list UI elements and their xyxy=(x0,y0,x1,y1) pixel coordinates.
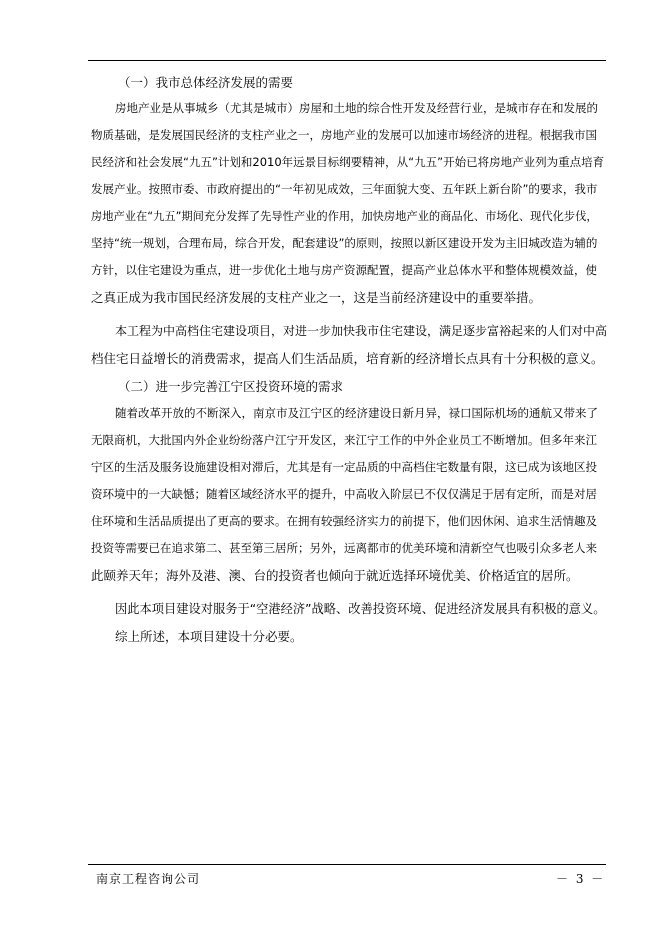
footer-rule xyxy=(88,864,606,865)
text-line: 综上所述，本项目建设十分必要。 xyxy=(115,629,303,644)
page-number: － 3 － xyxy=(556,872,606,886)
text-line: 发展产业。按照市委、市政府提出的“一年初见成效，三年面貌大变、五年跃上新台阶”的要求，我市 xyxy=(91,182,598,196)
paragraph-investment-environment xyxy=(91,400,607,589)
text-line: 投资等需要已在追求第二、甚至第三居所；另外，远离都市的优美环境和清新空气也吸引众多老人来 xyxy=(91,541,597,555)
paragraph-real-estate xyxy=(91,95,607,311)
text-line: 此颐养天年；海外及港、澳、台的投资者也倾向于就近选择环境优美、价格适宜的居所。 xyxy=(91,568,579,583)
text-line: 因此本项目建设对服务于“空港经济”战略、改善投资环境、促进经济发展具有积极的意义。 xyxy=(115,602,606,616)
paragraph-conclusion xyxy=(91,623,607,650)
section-heading-2: （二）进一步完善江宁区投资环境的需求 xyxy=(118,379,344,394)
header-rule xyxy=(88,60,606,61)
section-heading-1: （一）我市总体经济发展的需要 xyxy=(118,75,294,90)
text-line: 住环境和生活品质提出了更高的要求。在拥有较强经济实力的前提下，他们因休闲、追求生活情趣及 xyxy=(91,514,597,528)
text-line: 房地产业是从事城乡（尤其是城市）房屋和土地的综合性开发及经营行业，是城市存在和发展的 xyxy=(115,101,598,115)
text-line: 物质基础，是发展国民经济的支柱产业之一，房地产业的发展可以加速市场经济的进程。根据我市国 xyxy=(91,128,597,142)
text-line: 随着改革开放的不断深入，南京市及江宁区的经济建设日新月异，禄口国际机场的通航又带来了 xyxy=(115,406,598,420)
paragraph-airport-economy xyxy=(91,596,607,623)
text-line: 民经济和社会发展“九五”计划和2010年远景目标纲要精神，从“九五”开始已将房地产业列为重点培育 xyxy=(91,155,605,169)
text-line: 坚持“统一规划，合理布局，综合开发，配套建设”的原则，按照以新区建设开发为主旧城改造为辅的 xyxy=(91,236,598,250)
text-line: 本工程为中高档住宅建设项目，对进一步加快我市住宅建设，满足逐步富裕起来的人们对中高 xyxy=(115,324,608,338)
text-line: 宁区的生活及服务设施建设相对滞后，尤其是有一定品质的中高档住宅数量有限，这已成为该地区投 xyxy=(91,460,597,474)
footer-company: 南京工程咨询公司 xyxy=(96,872,201,886)
text-line: 之真正成为我市国民经济发展的支柱产业之一，这是当前经济建设中的重要举措。 xyxy=(91,290,542,305)
paragraph-project-significance xyxy=(91,318,607,372)
text-line: 无限商机，大批国内外企业纷纷落户江宁开发区，来江宁工作的中外企业员工不断增加。但多年来江 xyxy=(91,433,597,447)
text-line: 方针，以住宅建设为重点，进一步优化土地与房产资源配置，提高产业总体水平和整体规模效益，使 xyxy=(91,263,597,277)
text-line: 档住宅日益增长的消费需求，提高人们生活品质，培育新的经济增长点具有十分积极的意义。 xyxy=(91,351,604,366)
text-line: 资环境中的一大缺憾；随着区域经济水平的提升，中高收入阶层已不仅仅满足于居有定所，而是对居 xyxy=(91,487,597,501)
text-line: 房地产业在“九五”期间充分发挥了先导性产业的作用，加快房地产业的商品化、市场化、现代化步伐， xyxy=(91,210,598,223)
